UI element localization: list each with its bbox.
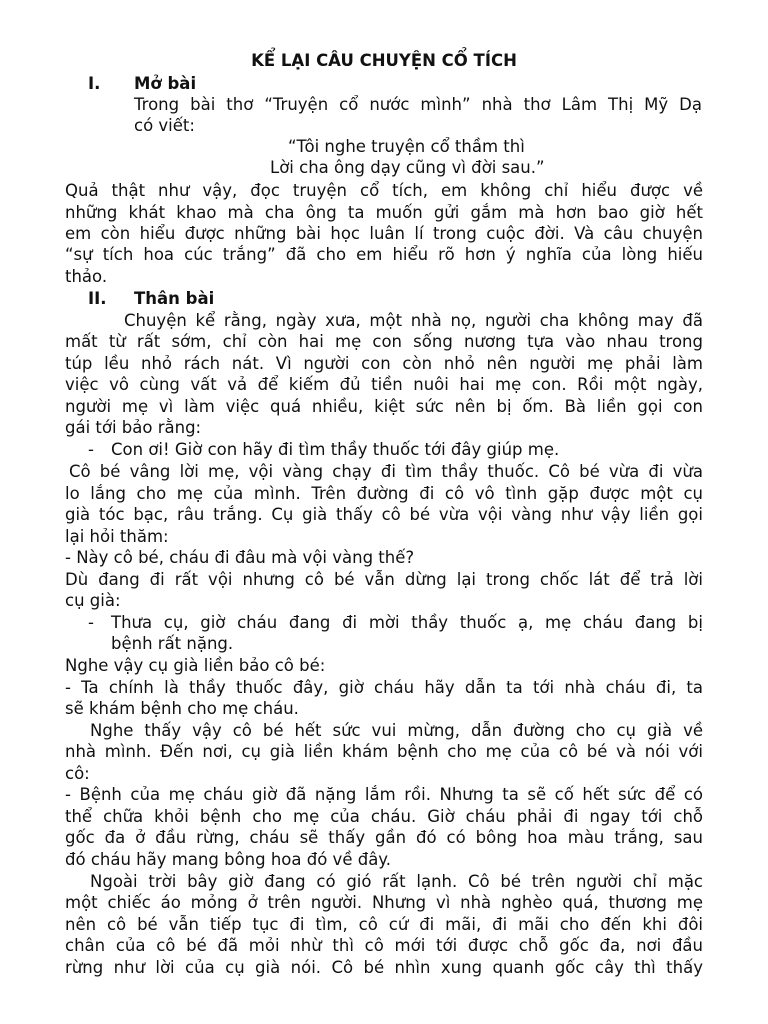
- section1-number: I.: [88, 74, 101, 93]
- text-line: mất từ rất sớm, chỉ còn hai mẹ con sống nương tựa vào nhau trong: [65, 332, 703, 351]
- text-line: gái tới bảo rằng:: [65, 418, 202, 437]
- text-line: già tóc bạc, râu trắng. Cụ già thấy cô bé vừa vội vàng như vậy liền gọi: [65, 505, 703, 524]
- text-line: gốc đa ở đầu rừng, cháu sẽ thấy gần đó có bông hoa màu trắng, sau: [65, 828, 703, 847]
- text-line: Ngoài trời bây giờ đang có gió rất lạnh. Cô bé trên người chỉ mặc: [90, 872, 703, 891]
- text-line: bệnh rất nặng.: [111, 634, 234, 653]
- text-line: Chuyện kể rằng, ngày xưa, một nhà nọ, người cha không may đã: [124, 311, 703, 330]
- section1-heading: Mở bài: [134, 74, 197, 93]
- text-line: túp lều nhỏ rách nát. Vì người con còn nhỏ nên người mẹ phải làm: [65, 354, 703, 373]
- text-line: rừng như lời của cụ già nói. Cô bé nhìn xung quanh gốc cây thì thấy: [65, 958, 703, 977]
- text-line: - Bệnh của mẹ cháu giờ đã nặng lắm rồi. Nhưng ta sẽ cố hết sức để có: [65, 785, 703, 804]
- text-line: có viết:: [134, 116, 195, 135]
- text-line: Con ơi! Giờ con hãy đi tìm thầy thuốc tới đây giúp mẹ.: [111, 440, 560, 459]
- text-line: “sự tích hoa cúc trắng” đã cho em hiểu rõ hơn ý nghĩa của lòng hiếu: [65, 245, 703, 264]
- text-line: việc vô cùng vất vả để kiếm đủ tiền nuôi hai mẹ con. Rồi một ngày,: [65, 375, 703, 394]
- text-line: những khát khao mà cha ông ta muốn gửi gắm mà hơn bao giờ hết: [65, 203, 703, 222]
- text-line: Quả thật như vậy, đọc truyện cổ tích, em không chỉ hiểu được về: [65, 181, 703, 200]
- text-line: Thưa cụ, giờ cháu đang đi mời thầy thuốc ạ, mẹ cháu đang bị: [111, 613, 703, 632]
- text-line: - Này cô bé, cháu đi đâu mà vội vàng thế?: [65, 548, 415, 567]
- text-line: thảo.: [65, 267, 108, 286]
- text-line: lại hỏi thăm:: [65, 527, 169, 546]
- dash-bullet: -: [88, 613, 94, 632]
- text-line: đó cháu hãy mang bông hoa đó về đây.: [65, 850, 391, 869]
- text-line: chân của cô bé đã mỏi nhừ thì cô mới tới được chỗ gốc đa, nơi đầu: [65, 936, 703, 955]
- text-line: thể chữa khỏi bệnh cho mẹ của cháu. Giờ cháu phải đi ngay tới chỗ: [65, 807, 703, 826]
- text-line: nhà mình. Đến nơi, cụ già liền khám bệnh cho mẹ của cô bé và nói với: [65, 742, 703, 761]
- text-line: Dù đang đi rất vội nhưng cô bé vẫn dừng lại trong chốc lát để trả lời: [65, 570, 703, 589]
- text-line: cụ già:: [65, 591, 121, 610]
- text-line: - Ta chính là thầy thuốc đây, giờ cháu hãy dẫn ta tới nhà cháu đi, ta: [65, 678, 703, 697]
- text-line: sẽ khám bệnh cho mẹ cháu.: [65, 699, 299, 718]
- section2-heading: Thân bài: [134, 289, 215, 308]
- text-line: cô:: [65, 764, 90, 783]
- text-line: người mẹ vì làm việc quá nhiều, kiệt sức nên bị ốm. Bà liền gọi con: [65, 397, 703, 416]
- quote-line: Lời cha ông dạy cũng vì đời sau.”: [270, 158, 545, 177]
- text-line: Nghe thấy vậy cô bé hết sức vui mừng, dẫn đường cho cụ già về: [90, 721, 703, 740]
- dash-bullet: -: [88, 440, 94, 459]
- text-line: lo lắng cho mẹ của mình. Trên đường đi cô vô tình gặp được một cụ: [65, 484, 703, 503]
- text-line: một chiếc áo mỏng ở trên người. Nhưng vì nhà nghèo quá, thương mẹ: [65, 893, 703, 912]
- document-title: KỂ LẠI CÂU CHUYỆN CỔ TÍCH: [251, 51, 517, 70]
- text-line: Cô bé vâng lời mẹ, vội vàng chạy đi tìm thầy thuốc. Cô bé vừa đi vừa: [69, 462, 703, 481]
- text-line: em còn hiểu được những bài học luân lí trong cuộc đời. Và câu chuyện: [65, 224, 703, 243]
- section2-number: II.: [88, 289, 107, 308]
- text-line: nên cô bé vẫn tiếp tục đi tìm, cô cứ đi mãi, đi mãi cho đến khi đôi: [65, 915, 703, 934]
- text-line: Nghe vậy cụ già liền bảo cô bé:: [65, 656, 326, 675]
- text-line: Trong bài thơ “Truyện cổ nước mình” nhà thơ Lâm Thị Mỹ Dạ: [134, 95, 702, 114]
- quote-line: “Tôi nghe truyện cổ thầm thì: [288, 137, 525, 156]
